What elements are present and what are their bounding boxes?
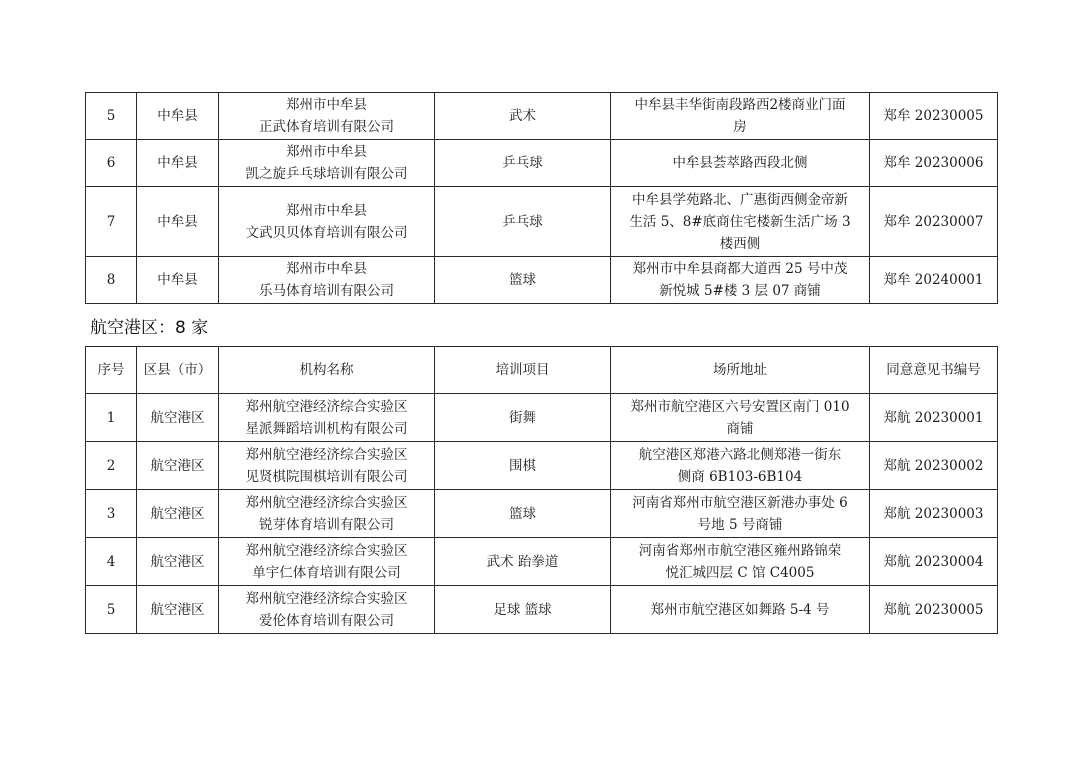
approval-code-cell: 郑航 20230002 [870, 442, 998, 490]
address-cell: 中牟县学苑路北、广惠街西侧金帝新 生活 5、8#底商住宅楼新生活广场 3 楼西侧 [611, 187, 870, 257]
project-cell: 武术 跆拳道 [435, 538, 611, 586]
header-project: 培训项目 [435, 347, 611, 394]
project-cell: 武术 [435, 93, 611, 140]
approval-code-cell: 郑牟 20230005 [870, 93, 998, 140]
seq-cell: 3 [86, 490, 137, 538]
county-cell: 航空港区 [137, 538, 219, 586]
seq-cell: 7 [86, 187, 137, 257]
county-cell: 航空港区 [137, 586, 219, 634]
header-org-name: 机构名称 [219, 347, 435, 394]
table-row [86, 490, 998, 538]
org-name-cell: 郑州市中牟县 正武体育培训有限公司 [219, 93, 435, 140]
county-cell: 航空港区 [137, 442, 219, 490]
org-name-cell: 郑州航空港经济综合实验区 单宇仁体育培训有限公司 [219, 538, 435, 586]
seq-cell: 5 [86, 586, 137, 634]
table-row [86, 394, 998, 442]
org-name-cell: 郑州市中牟县 乐马体育培训有限公司 [219, 257, 435, 304]
approval-code-cell: 郑航 20230005 [870, 586, 998, 634]
project-cell: 足球 篮球 [435, 586, 611, 634]
airport-zone-table [85, 346, 998, 634]
seq-cell: 1 [86, 394, 137, 442]
header-county: 区县（市） [137, 347, 219, 394]
address-cell: 郑州市中牟县商都大道西 25 号中茂 新悦城 5#楼 3 层 07 商铺 [611, 257, 870, 304]
header-address: 场所地址 [611, 347, 870, 394]
table-header-row [86, 347, 998, 394]
county-cell: 中牟县 [137, 93, 219, 140]
org-name-cell: 郑州航空港经济综合实验区 锐芽体育培训有限公司 [219, 490, 435, 538]
project-cell: 篮球 [435, 257, 611, 304]
address-cell: 航空港区郑港六路北侧郑港一街东 侧商 6B103-6B104 [611, 442, 870, 490]
project-cell: 篮球 [435, 490, 611, 538]
org-name-cell: 郑州航空港经济综合实验区 见贤棋院围棋培训有限公司 [219, 442, 435, 490]
table-row [86, 586, 998, 634]
section-heading: 航空港区：8 家 [90, 318, 209, 338]
header-seq: 序号 [86, 347, 137, 394]
address-cell: 中牟县丰华街南段路西2楼商业门面 房 [611, 93, 870, 140]
seq-cell: 8 [86, 257, 137, 304]
seq-cell: 5 [86, 93, 137, 140]
address-cell: 郑州市航空港区如舞路 5-4 号 [611, 586, 870, 634]
county-cell: 中牟县 [137, 187, 219, 257]
project-cell: 乒乓球 [435, 140, 611, 187]
approval-code-cell: 郑牟 20230007 [870, 187, 998, 257]
org-name-cell: 郑州航空港经济综合实验区 星派舞蹈培训机构有限公司 [219, 394, 435, 442]
org-name-cell: 郑州市中牟县 文武贝贝体育培训有限公司 [219, 187, 435, 257]
seq-cell: 6 [86, 140, 137, 187]
approval-code-cell: 郑牟 20230006 [870, 140, 998, 187]
zhongmou-table [85, 92, 998, 304]
table-row [86, 442, 998, 490]
org-name-cell: 郑州航空港经济综合实验区 爱伦体育培训有限公司 [219, 586, 435, 634]
county-cell: 航空港区 [137, 394, 219, 442]
county-cell: 航空港区 [137, 490, 219, 538]
address-cell: 河南省郑州市航空港区雍州路锦荣 悦汇城四层 C 馆 C4005 [611, 538, 870, 586]
county-cell: 中牟县 [137, 257, 219, 304]
table-row [86, 187, 998, 257]
approval-code-cell: 郑航 20230001 [870, 394, 998, 442]
address-cell: 河南省郑州市航空港区新港办事处 6 号地 5 号商铺 [611, 490, 870, 538]
table-row [86, 140, 998, 187]
org-name-cell: 郑州市中牟县 凯之旋乒乓球培训有限公司 [219, 140, 435, 187]
address-cell: 中牟县荟萃路西段北侧 [611, 140, 870, 187]
table-row [86, 257, 998, 304]
seq-cell: 2 [86, 442, 137, 490]
project-cell: 围棋 [435, 442, 611, 490]
county-cell: 中牟县 [137, 140, 219, 187]
project-cell: 街舞 [435, 394, 611, 442]
approval-code-cell: 郑航 20230004 [870, 538, 998, 586]
seq-cell: 4 [86, 538, 137, 586]
approval-code-cell: 郑航 20230003 [870, 490, 998, 538]
header-approval-code: 同意意见书编号 [870, 347, 998, 394]
address-cell: 郑州市航空港区六号安置区南门 010 商铺 [611, 394, 870, 442]
table-row [86, 538, 998, 586]
project-cell: 乒乓球 [435, 187, 611, 257]
approval-code-cell: 郑牟 20240001 [870, 257, 998, 304]
table-row [86, 93, 998, 140]
